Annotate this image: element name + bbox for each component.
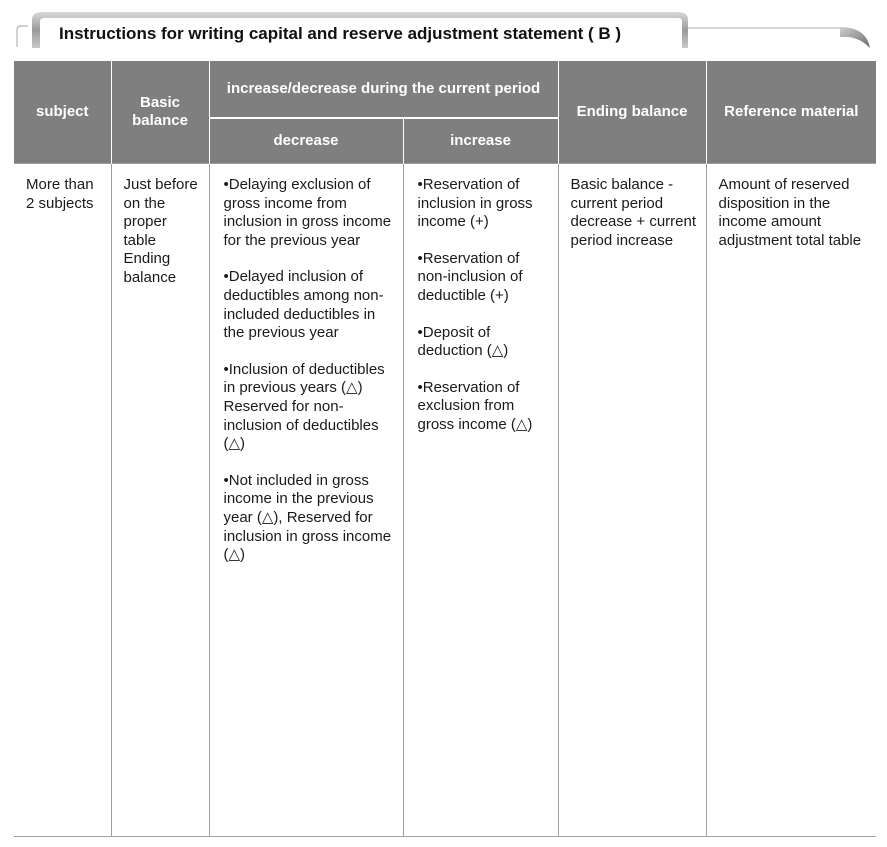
table-row: [14, 164, 876, 837]
increase-item: •Deposit of deduction (△): [417, 323, 509, 360]
decrease-item: •Inclusion of deductibles in previous years (△) Reserved for non-inclusion of deductibles (△): [223, 360, 385, 453]
increase-item: •Reservation of non-inclusion of deductible (+): [417, 249, 523, 304]
cell-decrease: [209, 164, 403, 837]
page-title: Instructions for writing capital and reserve adjustment statement ( B ): [59, 24, 622, 43]
cell-reference: Amount of reserved disposition in the income amount adjustment total table: [706, 164, 876, 837]
cell-subject: More than 2 subjects: [14, 164, 111, 837]
cell-increase: [403, 164, 558, 837]
title-tab: [14, 8, 872, 50]
header-decrease: decrease: [209, 118, 403, 164]
header-reference: Reference material: [706, 61, 876, 164]
decrease-item: •Delaying exclusion of gross income from inclusion in gross income for the previous year: [223, 176, 392, 249]
header-basic-balance: Basic balance: [111, 61, 209, 164]
increase-item: •Reservation of inclusion in gross income (+): [417, 176, 533, 231]
cell-ending-balance: Basic balance - current period decrease + current period increase: [558, 164, 706, 837]
header-subject: subject: [14, 61, 111, 164]
header-current-period: increase/decrease during the current period: [209, 61, 558, 118]
decrease-item: •Not included in gross income in the previous year (△), Reserved for inclusion in gross income (△): [223, 471, 392, 564]
header-ending-balance: Ending balance: [558, 61, 706, 164]
increase-item: •Reservation of exclusion from gross income (△): [417, 378, 533, 433]
adjustment-table: [14, 61, 876, 837]
header-increase: increase: [403, 118, 558, 164]
decrease-item: •Delayed inclusion of deductibles among non-included deductibles in the previous year: [223, 268, 384, 342]
cell-basic-balance: Just before on the proper table Ending balance: [111, 164, 209, 837]
